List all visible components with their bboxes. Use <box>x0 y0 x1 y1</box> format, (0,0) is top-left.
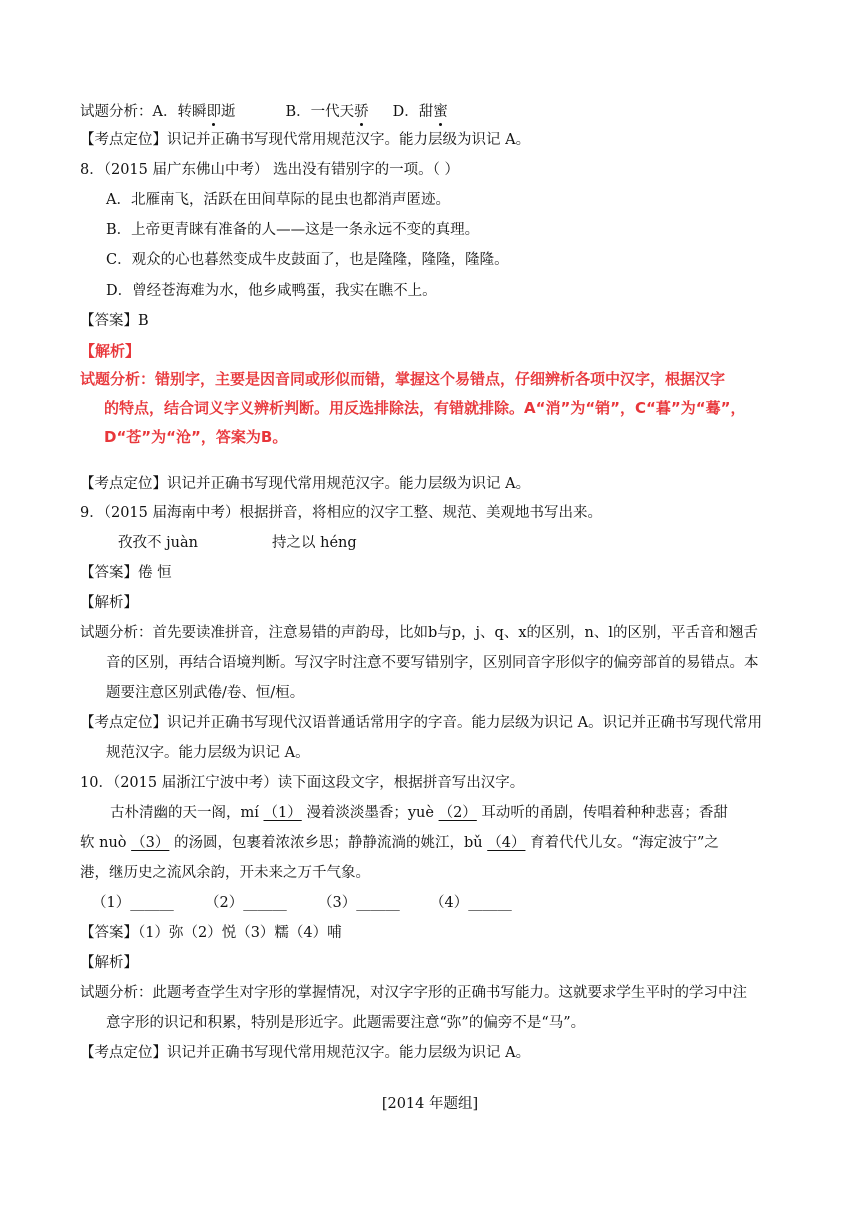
emphasis-dot-char: 即 <box>206 104 221 120</box>
q10-stem: 10．（2015 届浙江宁波中考）读下面这段文字，根据拼音写出汉字。 <box>80 775 525 791</box>
blank-4: （4） <box>487 835 526 851</box>
q8-option-d: D．曾经苍海难为水，他乡咸鸭蛋，我实在瞧不上。 <box>106 283 437 299</box>
q9-analysis-line-2: 音的区别，再结合语境判断。写汉字时注意不要写错别字，区别同音字形似字的偏旁部首的易错点。本 <box>106 655 759 671</box>
emphasis-dot-char: 骄 <box>354 104 369 120</box>
q8-stem: 8．（2015 届广东佛山中考） 选出没有错别字的一项。（ ） <box>80 162 459 178</box>
blank-2: （2） <box>438 805 477 821</box>
q9-stem: 9．（2015 届海南中考）根据拼音，将相应的汉字工整、规范、美观地书写出来。 <box>80 505 602 521</box>
q10-kaodian: 【考点定位】识记并正确书写现代常用规范汉字。能力层级为识记 A。 <box>80 1045 531 1061</box>
q9-jiexi-heading: 【解析】 <box>80 595 138 611</box>
blank-3: （3） <box>131 835 170 851</box>
blank-1: （1） <box>263 805 302 821</box>
q8-kaodian: 【考点定位】识记并正确书写现代常用规范汉字。能力层级为识记 A。 <box>80 476 531 492</box>
q8-option-c: C．观众的心也暮然变成牛皮鼓面了，也是隆隆，隆隆，隆隆。 <box>106 252 509 268</box>
q8-analysis-line-1: 试题分析：错别字，主要是因音同或形似而错，掌握这个易错点，仔细辨析各项中汉字，根据汉字 <box>80 370 726 388</box>
q10-passage-line-1: 古朴清幽的天一阁，mí （1） 漫着淡淡墨香；yuè （2） 耳动听的甬剧，传唱着种种悲喜；香甜 <box>110 805 728 821</box>
q9-kaodian-line-1: 【考点定位】识记并正确书写现代汉语普通话常用字的字音。能力层级为识记 A。识记并正确书写现代常用 <box>80 715 763 731</box>
q10-fill-3: （3）______ <box>318 895 400 911</box>
q7-kaodian: 【考点定位】识记并正确书写现代常用规范汉字。能力层级为识记 A。 <box>80 132 531 148</box>
q10-fill-4: （4）______ <box>430 895 512 911</box>
q9-answer: 【答案】倦 恒 <box>80 565 172 581</box>
q10-answer: 【答案】（1）弥（2）悦（3）糯（4）哺 <box>80 925 342 941</box>
q8-option-b: B．上帝更青睐有准备的人——这是一条永远不变的真理。 <box>106 222 480 238</box>
q8-analysis-line-3: D“苍”为“沧”，答案为B。 <box>104 428 288 446</box>
q8-answer: 【答案】B <box>80 313 149 329</box>
q10-passage-line-3: 港，继历史之流风余韵，开未来之万千气象。 <box>80 865 370 881</box>
q8-jiexi-heading: 【解析】 <box>80 342 141 360</box>
emphasis-dot-char: 蜜 <box>433 104 448 120</box>
q7-analysis-line: 试题分析：A．转瞬即逝 B．一代天骄 D．甜蜜 <box>80 104 448 120</box>
q9-analysis-line-3: 题要注意区别武倦/卷、恒/桓。 <box>106 685 305 701</box>
q10-passage-line-2: 软 nuò （3） 的汤圆，包裹着浓浓乡思；静静流淌的姚江，bǔ （4） 育着代代儿女。“海定波宁”之 <box>80 835 719 851</box>
q10-fill-1: （1）______ <box>92 895 174 911</box>
q10-analysis-line-1: 试题分析：此题考查学生对字形的掌握情况，对汉字字形的正确书写能力。这就要求学生平时的学习中注 <box>80 985 747 1001</box>
q9-kaodian-line-2: 规范汉字。能力层级为识记 A。 <box>106 745 310 761</box>
q10-analysis-line-2: 意字形的识记和积累，特别是形近字。此题需要注意“弥”的偏旁不是“马”。 <box>106 1015 586 1031</box>
q10-fill-2: （2）______ <box>205 895 287 911</box>
q9-item-1: 孜孜不 juàn <box>118 535 198 551</box>
q10-jiexi-heading: 【解析】 <box>80 955 138 971</box>
q8-option-a: A．北雁南飞，活跃在田间草际的昆虫也都消声匿迹。 <box>106 192 450 208</box>
q9-analysis-line-1: 试题分析：首先要读准拼音，注意易错的声韵母，比如b与p，j、q、x的区别，n、l的区别，平舌音和翘舌 <box>80 625 758 641</box>
section-title: [2014 年题组] <box>381 1096 479 1112</box>
q8-analysis-line-2: 的特点，结合词义字义辨析判断。用反选排除法，有错就排除。A“消”为“销”，C“暮”为“蓦”， <box>104 399 746 417</box>
q9-item-2: 持之以 héng <box>272 535 357 551</box>
